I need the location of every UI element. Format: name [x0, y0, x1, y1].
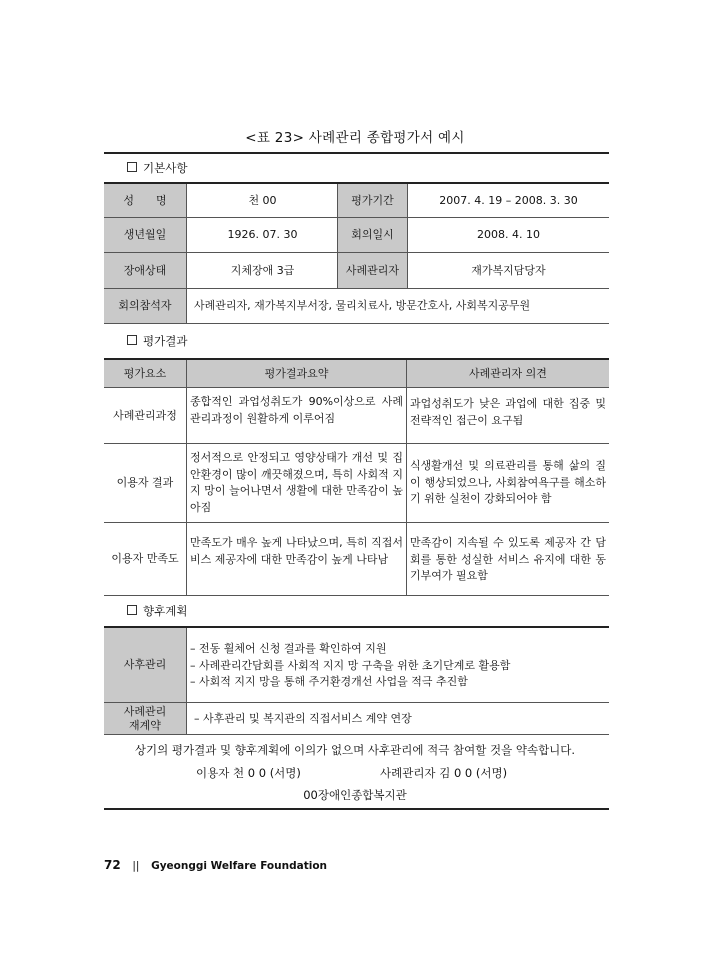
recontract-label [104, 703, 186, 734]
table-row-opinion: 만족감이 지속될 수 있도록 제공자 간 담회를 통한 성실한 서비스 유지에 대한 동기부여가 필요함 [410, 536, 606, 582]
table-row-opinion: 식생활개선 및 의료관리를 통해 삶의 질이 행상되었으나, 사회참여욕구를 해소하기 위한 실천이 강화되어야 함 [410, 459, 606, 505]
aftercare-line: – 전동 휠체어 신청 결과를 확인하여 지원 [190, 642, 387, 655]
page-footer [104, 858, 327, 872]
disability-value: 지체장애 3급 [230, 263, 295, 277]
top-rule [104, 152, 609, 154]
aftercare-label: 사후관리 [104, 628, 186, 702]
recontract-label-line2: 재계약 [129, 718, 161, 732]
table-row-summary: 만족도가 매우 높게 나타났으며, 특히 직접서비스 제공자에 대한 만족감이 높게 나타남 [190, 536, 403, 566]
period-label: 평가기간 [338, 184, 407, 217]
birth-value: 1926. 07. 30 [227, 228, 298, 241]
name-value: 천 00 [248, 193, 277, 207]
checkbox-square-icon [127, 335, 137, 345]
footer-separator: || [132, 860, 140, 872]
section-basic-label: 기본사항 [143, 161, 188, 175]
section-plan [127, 603, 187, 619]
pledge-statement: 상기의 평가결과 및 향후계획에 이의가 없으며 사후관리에 적극 참여할 것을 약속합니다. [134, 743, 576, 757]
manager-signature: 사례관리자 김 0 0 (서명) [380, 766, 508, 780]
checkbox-square-icon [127, 162, 137, 172]
section-basic [127, 160, 187, 176]
period-value: 2007. 4. 19 – 2008. 3. 30 [439, 193, 578, 207]
meeting-date-value: 2008. 4. 10 [477, 228, 540, 241]
checkbox-square-icon [127, 605, 137, 615]
section-evaluation [127, 333, 187, 349]
section-plan-label: 향후계획 [143, 604, 188, 618]
attendees-label: 회의참석자 [104, 289, 186, 323]
foundation-name: Gyeonggi Welfare Foundation [151, 860, 328, 872]
header-summary: 평가결과요약 [187, 360, 406, 387]
table-row-element: 이용자 결과 [116, 476, 174, 489]
aftercare-line: – 사례관리간담회를 사회적 지지 망 구축을 위한 초기단계로 활용함 [190, 658, 511, 672]
name-label: 성 명 [104, 184, 186, 217]
aftercare-line: – 사회적 지지 망을 통해 주거환경개선 사업을 적극 추진함 [190, 675, 468, 688]
manager-value: 재가복지담당자 [471, 263, 546, 277]
manager-label: 사례관리자 [338, 253, 407, 288]
table-row-summary: 종합적인 과업성취도가 90%이상으로 사례관리과정이 원활하게 이루어짐 [190, 395, 403, 425]
bottom-rule [104, 808, 609, 810]
meeting-date-label: 회의일시 [338, 218, 407, 252]
table-row-summary: 정서적으로 안정되고 영양상태가 개선 및 집안환경이 많이 깨끗해졌으며, 특히 사회적 지지 망이 늘어나면서 생활에 대한 만족감이 높아짐 [190, 451, 403, 514]
user-signature: 이용자 천 0 0 (서명) [196, 766, 301, 780]
disability-label: 장애상태 [104, 253, 186, 288]
table-row-opinion: 과업성취도가 낮은 과업에 대한 집중 및 전략적인 접근이 요구됨 [410, 397, 606, 427]
section-evaluation-label: 평가결과 [143, 334, 188, 348]
recontract-label-line1: 사례관리 [123, 704, 167, 718]
table-caption: <표 23> 사례관리 종합평가서 예시 [245, 130, 465, 146]
institution-name: 00장애인종합복지관 [303, 788, 407, 802]
page-number: 72 [104, 858, 121, 872]
aftercare-content [190, 641, 510, 691]
header-opinion: 사례관리자 의견 [407, 360, 609, 387]
header-element: 평가요소 [104, 360, 186, 387]
recontract-value: – 사후관리 및 복지관의 직접서비스 계약 연장 [194, 711, 412, 725]
table-row-element: 사례관리과정 [113, 408, 177, 422]
table-row-element: 이용자 만족도 [111, 552, 179, 565]
birth-label: 생년월일 [104, 218, 186, 252]
attendees-value: 사례관리자, 재가복지부서장, 물리치료사, 방문간호사, 사회복지공무원 [194, 299, 531, 312]
